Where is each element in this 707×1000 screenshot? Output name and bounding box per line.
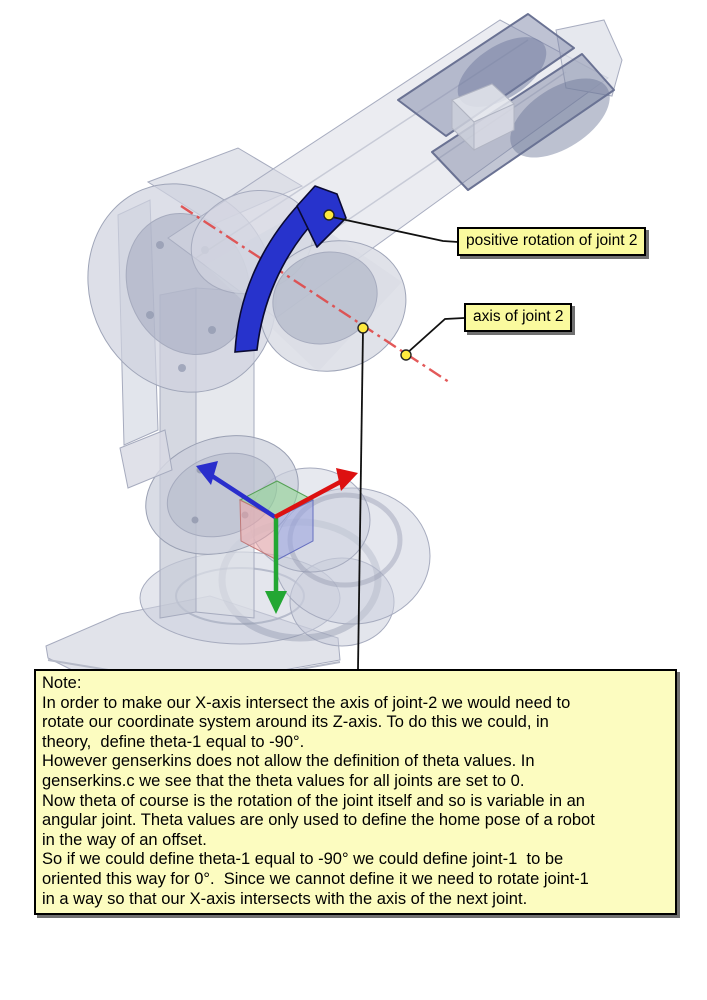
note-line: In order to make our X-axis intersect the axis of joint-2 we would need to (42, 693, 571, 712)
note-line: in the way of an offset. (42, 830, 207, 849)
note-line: oriented this way for 0°. Since we cannot define it we need to rotate joint-1 (42, 869, 589, 888)
note-line: However genserkins does not allow the definition of theta values. In (42, 752, 535, 771)
note-line: genserkins.c we see that the theta values for all joints are set to 0. (42, 771, 525, 790)
note-line: rotate our coordinate system around its Z-axis. To do this we could, in (42, 713, 549, 732)
note-box (34, 669, 677, 915)
robot-arm-illustration (46, 14, 623, 686)
joint2-hole (156, 241, 164, 249)
joint2-hole (208, 326, 216, 334)
note-line: So if we could define theta-1 equal to -90° we could define joint-1 to be (42, 850, 564, 869)
note-line: in a way so that our X-axis intersects with the axis of the next joint. (42, 889, 528, 908)
marker-dot-rotation (324, 210, 334, 220)
joint2-hole (146, 311, 154, 319)
marker-dot-axis-on-face (358, 323, 368, 333)
leader-axis-label (406, 318, 464, 354)
note-line: angular joint. Theta values are only used to define the home pose of a robot (42, 811, 595, 830)
note-line: theory, define theta-1 equal to -90°. (42, 732, 305, 751)
label-positive-rotation-joint2: positive rotation of joint 2 (457, 227, 646, 256)
marker-dot-axis-outer (401, 350, 411, 360)
joint2-hole (178, 364, 186, 372)
label-axis-of-joint2: axis of joint 2 (464, 303, 572, 332)
hip-disc-hole (192, 517, 199, 524)
note-line: Note: (42, 674, 82, 692)
note-line: Now theta of course is the rotation of the joint itself and so is variable in an (42, 791, 585, 810)
